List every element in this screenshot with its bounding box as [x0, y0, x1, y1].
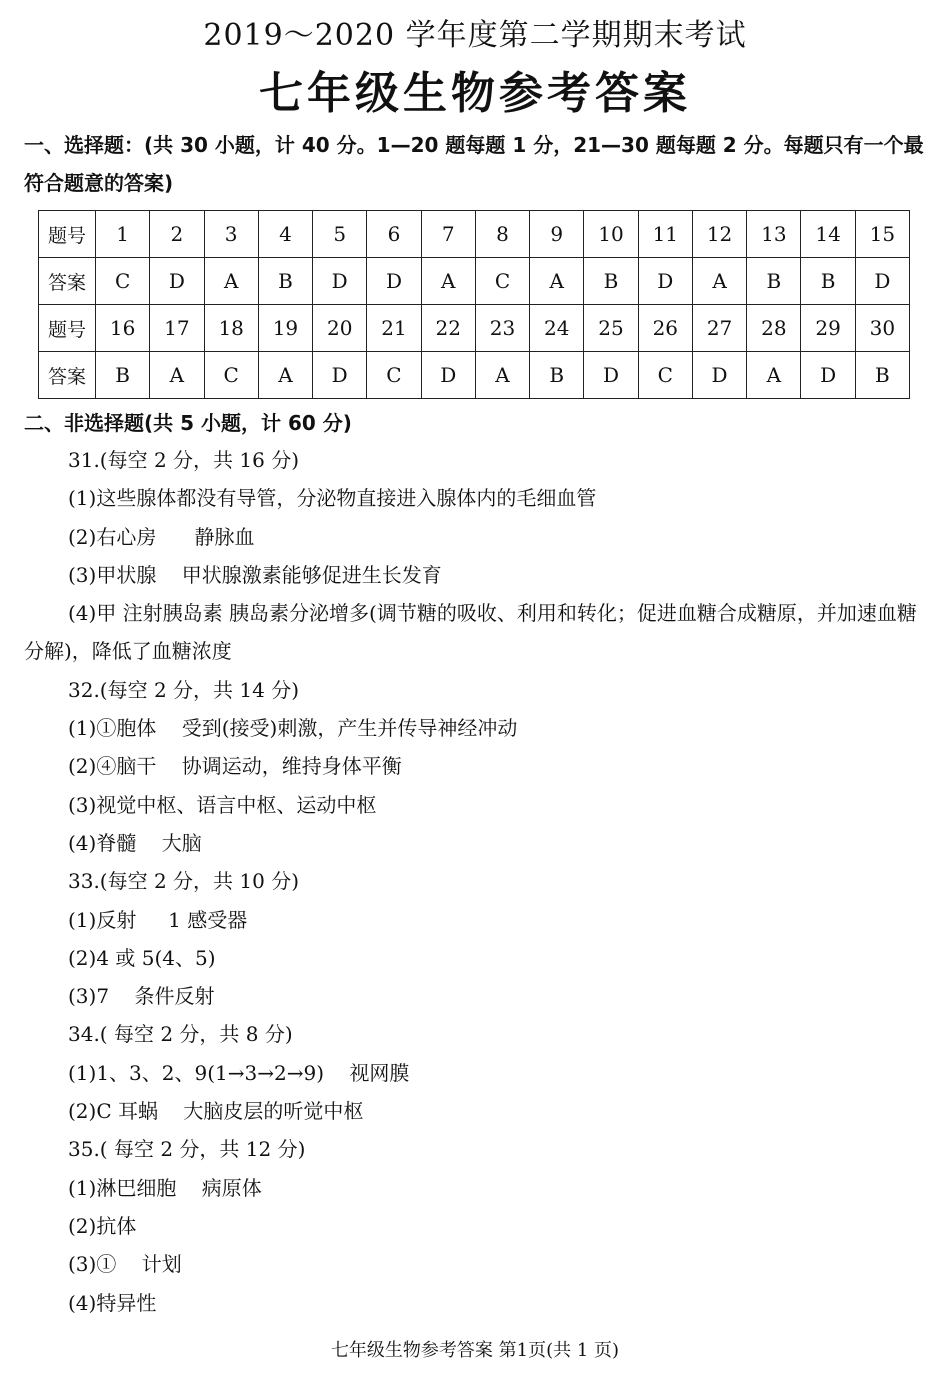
- answer-line: (1)1、3、2、9(1→3→2→9) 视网膜: [68, 1060, 410, 1085]
- table-cell: D: [801, 352, 855, 399]
- table-cell: A: [421, 258, 475, 305]
- table-cell: 15: [855, 211, 909, 258]
- answer-table: [38, 210, 910, 399]
- table-cell: D: [692, 352, 746, 399]
- table-cell: A: [475, 352, 529, 399]
- exam-title: 2019～2020 学年度第二学期期末考试: [203, 18, 747, 53]
- table-cell: 19: [258, 305, 312, 352]
- table-row: [39, 352, 910, 399]
- table-cell: 24: [530, 305, 584, 352]
- answer-line: (1)反射 1 感受器: [68, 907, 248, 932]
- table-cell: 4: [258, 211, 312, 258]
- table-cell: 9: [530, 211, 584, 258]
- answer-line: (4)脊髓 大脑: [68, 830, 202, 855]
- answer-line: (2)④脑干 协调运动，维持身体平衡: [68, 754, 402, 779]
- answer-key-title: 七年级生物参考答案: [259, 68, 691, 119]
- table-cell: 11: [638, 211, 692, 258]
- answer-lines: [24, 441, 929, 1322]
- table-cell: D: [313, 352, 367, 399]
- table-cell: 30: [855, 305, 909, 352]
- table-cell: 8: [475, 211, 529, 258]
- table-cell: D: [638, 258, 692, 305]
- question-header: 32.(每空 2 分，共 14 分): [68, 677, 300, 702]
- answer-line: (3)7 条件反射: [68, 984, 215, 1009]
- table-cell: C: [96, 258, 150, 305]
- section2-heading: 二、非选择题(共 5 小题，计 60 分): [24, 411, 352, 435]
- table-cell: 17: [150, 305, 204, 352]
- table-cell: A: [530, 258, 584, 305]
- table-cell: C: [638, 352, 692, 399]
- table-cell: D: [313, 258, 367, 305]
- answer-line: (2)抗体: [68, 1213, 137, 1238]
- row-header-cell: 答案: [39, 352, 96, 399]
- table-cell: D: [367, 258, 421, 305]
- table-cell: B: [801, 258, 855, 305]
- answer-line: (3)甲状腺 甲状腺激素能够促进生长发育: [68, 562, 442, 587]
- table-cell: 22: [421, 305, 475, 352]
- section1-heading: 一、选择题：(共 30 小题，计 40 分。1—20 题每题 1 分，21—30 题每题 2 分。每题只有一个最符合题意的答案): [24, 133, 924, 195]
- table-cell: C: [475, 258, 529, 305]
- table-cell: 10: [584, 211, 638, 258]
- table-cell: 1: [96, 211, 150, 258]
- row-header-cell: 答案: [39, 258, 96, 305]
- question-header: 35.( 每空 2 分，共 12 分): [68, 1137, 306, 1162]
- row-header-cell: 题号: [39, 305, 96, 352]
- table-cell: 3: [204, 211, 258, 258]
- table-cell: A: [150, 352, 204, 399]
- row-header-cell: 题号: [39, 211, 96, 258]
- answer-line: (3)视觉中枢、语言中枢、运动中枢: [68, 792, 377, 817]
- question-header: 33.(每空 2 分，共 10 分): [68, 869, 300, 894]
- table-cell: 18: [204, 305, 258, 352]
- table-cell: 29: [801, 305, 855, 352]
- table-cell: A: [747, 352, 801, 399]
- table-cell: A: [258, 352, 312, 399]
- table-cell: B: [258, 258, 312, 305]
- answer-line: (2)右心房 静脉血: [68, 524, 255, 549]
- answer-line: (1)①胞体 受到(接受)刺激，产生并传导神经冲动: [68, 716, 518, 741]
- table-cell: 14: [801, 211, 855, 258]
- table-row: [39, 211, 910, 258]
- table-cell: C: [367, 352, 421, 399]
- answer-line: (4)特异性: [68, 1290, 157, 1315]
- table-row: [39, 305, 910, 352]
- table-cell: 12: [692, 211, 746, 258]
- table-cell: 27: [692, 305, 746, 352]
- answer-line: (2)C 耳蜗 大脑皮层的听觉中枢: [68, 1099, 364, 1124]
- table-cell: 2: [150, 211, 204, 258]
- table-cell: 26: [638, 305, 692, 352]
- table-cell: 7: [421, 211, 475, 258]
- table-cell: 5: [313, 211, 367, 258]
- table-cell: D: [421, 352, 475, 399]
- table-cell: 21: [367, 305, 421, 352]
- question-header: 34.( 每空 2 分，共 8 分): [68, 1022, 293, 1047]
- table-cell: 13: [747, 211, 801, 258]
- table-cell: C: [204, 352, 258, 399]
- table-cell: 23: [475, 305, 529, 352]
- answer-line: (2)4 或 5(4、5): [68, 945, 216, 970]
- table-cell: B: [584, 258, 638, 305]
- answer-line: (1)淋巴细胞 病原体: [68, 1175, 262, 1200]
- table-cell: A: [692, 258, 746, 305]
- answer-line: (4)甲 注射胰岛素 胰岛素分泌增多(调节糖的吸收、利用和转化；促进血糖合成糖原，并加速血糖分解)，降低了血糖浓度: [24, 601, 917, 664]
- table-cell: 25: [584, 305, 638, 352]
- table-cell: 6: [367, 211, 421, 258]
- table-cell: B: [855, 352, 909, 399]
- answer-line: (3)① 计划: [68, 1252, 182, 1277]
- table-cell: 16: [96, 305, 150, 352]
- table-cell: B: [96, 352, 150, 399]
- table-cell: 20: [313, 305, 367, 352]
- table-cell: A: [204, 258, 258, 305]
- table-cell: D: [855, 258, 909, 305]
- answer-line: (1)这些腺体都没有导管，分泌物直接进入腺体内的毛细血管: [68, 486, 597, 511]
- table-cell: 28: [747, 305, 801, 352]
- question-header: 31.(每空 2 分，共 16 分): [68, 448, 300, 472]
- table-cell: B: [747, 258, 801, 305]
- table-row: [39, 258, 910, 305]
- page-footer: 七年级生物参考答案 第1页(共 1 页): [330, 1340, 620, 1361]
- table-cell: D: [584, 352, 638, 399]
- table-cell: D: [150, 258, 204, 305]
- table-cell: B: [530, 352, 584, 399]
